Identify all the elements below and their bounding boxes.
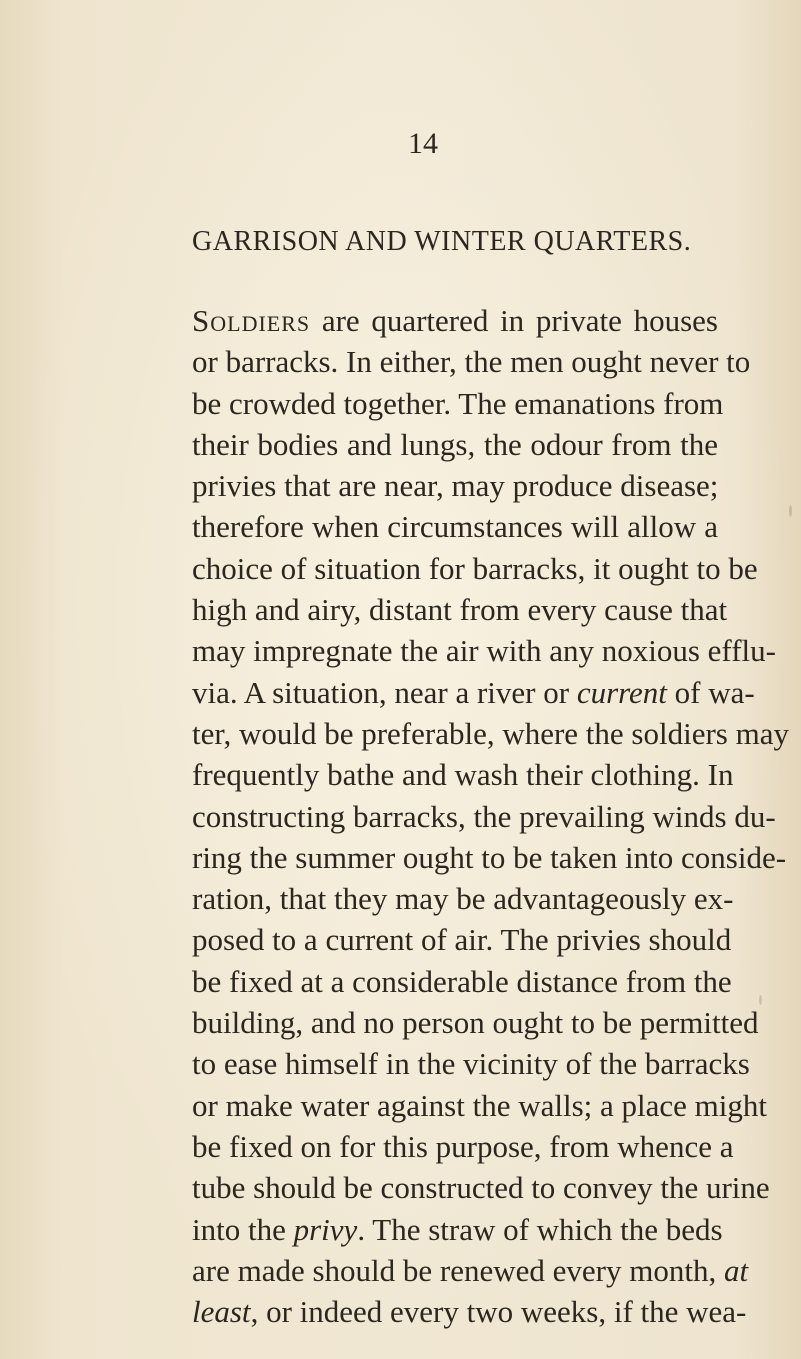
italic-word: least bbox=[192, 1294, 251, 1330]
small-caps-lead: Soldiers bbox=[192, 303, 311, 338]
text-line: may impregnate the air with any noxious efflu- bbox=[192, 633, 776, 669]
text-line: to ease himself in the vicinity of the barracks bbox=[192, 1046, 750, 1082]
text-line: ration, that they may be advantageously ex- bbox=[192, 881, 734, 917]
italic-word: current bbox=[576, 674, 667, 710]
text-line: be fixed on for this purpose, from whence a bbox=[192, 1128, 734, 1164]
italic-word: privy bbox=[293, 1211, 358, 1247]
text-line: choice of situation for barracks, it ought to be bbox=[192, 550, 758, 586]
text-line: building, and no person ought to be permitted bbox=[192, 1005, 759, 1041]
text-line: constructing barracks, the prevailing winds du- bbox=[192, 798, 776, 834]
text-line: therefore when circumstances will allow a bbox=[192, 509, 718, 545]
text-line: high and airy, distant from every cause that bbox=[192, 592, 728, 628]
text-line: their bodies and lungs, the odour from the bbox=[192, 426, 718, 462]
text-line: tube should be constructed to convey the urine bbox=[192, 1170, 770, 1206]
text-line: are made should be renewed every month, at bbox=[192, 1252, 749, 1288]
text-line: least, or indeed every two weeks, if the wea- bbox=[192, 1294, 747, 1330]
text-line: or make water against the walls; a place might bbox=[192, 1087, 768, 1123]
ink-speck bbox=[759, 995, 762, 1005]
text-line: posed to a current of air. The privies should bbox=[192, 922, 732, 958]
text-line: into the privy. The straw of which the beds bbox=[192, 1211, 723, 1247]
ink-speck bbox=[789, 505, 792, 517]
page-number: 14 bbox=[408, 127, 438, 160]
italic-word: at bbox=[723, 1252, 749, 1288]
text-line: ter, would be preferable, where the soldiers may bbox=[192, 715, 789, 751]
text-line: or barracks. In either, the men ought never to bbox=[192, 344, 751, 380]
text-line: be crowded together. The emanations from bbox=[192, 385, 724, 421]
text-line: via. A situation, near a river or current of wa- bbox=[192, 674, 755, 710]
chapter-heading: GARRISON AND WINTER QUARTERS. bbox=[192, 226, 692, 257]
text-line: privies that are near, may produce disease; bbox=[192, 468, 719, 504]
text-line: Soldiers are quartered in private houses bbox=[192, 303, 718, 338]
text-line: frequently bathe and wash their clothing. In bbox=[192, 757, 734, 793]
body-paragraph bbox=[192, 300, 789, 1332]
text-line: be fixed at a considerable distance from the bbox=[192, 963, 732, 999]
text-line: ring the summer ought to be taken into conside- bbox=[192, 839, 787, 875]
